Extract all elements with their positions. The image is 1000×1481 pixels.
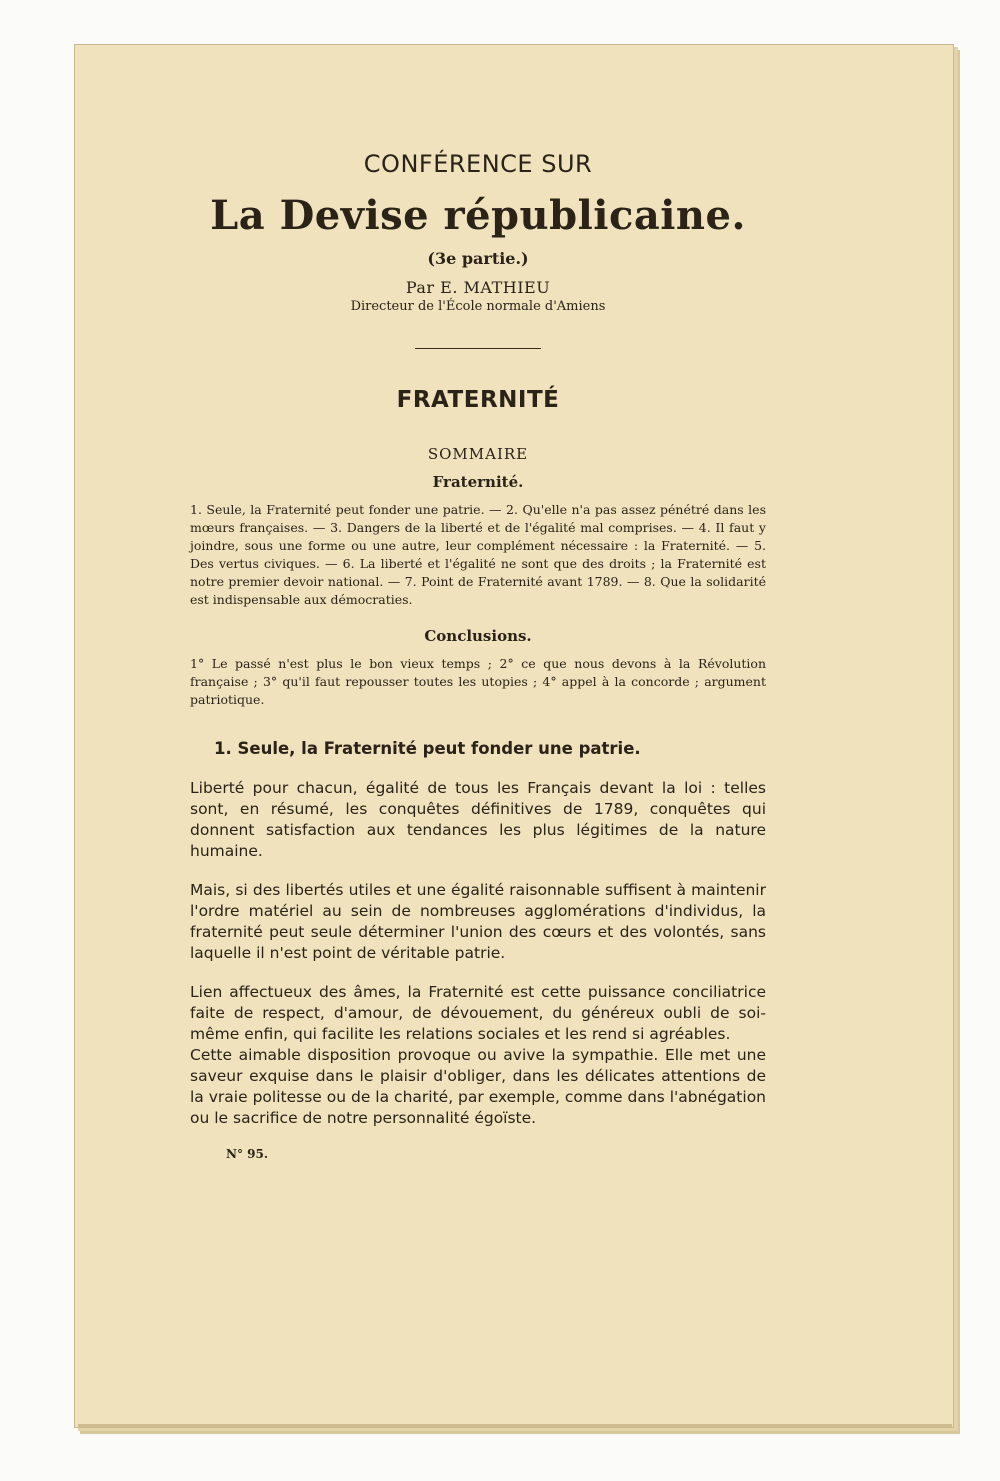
divider [415,348,541,349]
paragraph-2: Mais, si des libertés utiles et une égalité raisonnable suffisent à maintenir l'ordre matériel au sein de nombreuses agglomérations d'individus, la fraternité peut seule déterminer l'union des cœurs et des volontés, sans laquelle il n'est point de véritable patrie. [190,881,766,962]
sommaire-label: SOMMAIRE [427,445,529,463]
section-title: FRATERNITÉ [396,387,560,413]
section-heading: 1. Seule, la Fraternité peut fonder une patrie. [214,739,641,758]
conference-heading: CONFÉRENCE SUR [363,150,593,178]
paragraph-4: Cette aimable disposition provoque ou avive la sympathie. Elle met une saveur exquise dans le plaisir d'obliger, dans les délicates attentions de la vraie politesse ou de la charité, par exemple, comme dans l'abnégation ou le sacrifice de notre personnalité égoïste. [190,1046,766,1127]
paper-edge [78,1424,952,1428]
issue-number: N° 95. [226,1147,269,1161]
sommaire-text: 1. Seule, la Fraternité peut fonder une patrie. — 2. Qu'elle n'a pas assez pénétré dans les mœurs françaises. — 3. Dangers de la liberté et de l'égalité mal comprises. — 4. Il faut y joindre, sous une forme ou une autre, leur complément nécessaire : la Fraternité. — 5. Des vertus civiques. — 6. La liberté et l'égalité ne sont que des droits ; la Fraternité est notre premier devoir national. — 7. Point de Fraternité avant 1789. — 8. Que la solidarité est indispensable aux démocraties. [190,502,766,607]
document-body [190,150,766,1161]
sommaire-heading: Fraternité. [432,473,524,491]
author-role: Directeur de l'École normale d'Amiens [350,299,606,314]
conclusions-heading: Conclusions. [424,627,532,645]
paragraph-1: Liberté pour chacun, égalité de tous les Français devant la loi : telles sont, en résumé, les conquêtes définitives de 1789, conquêtes qui donnent satisfaction aux tendances les plus légitimes de la nature humaine. [190,779,766,860]
part-label: (3e partie.) [427,249,529,268]
author-line: Par E. MATHIEU [405,278,551,297]
conclusions-text: 1° Le passé n'est plus le bon vieux temps ; 2° ce que nous devons à la Révolution française ; 3° qu'il faut repousser toutes les utopies ; 4° appel à la concorde ; argument patriotique. [190,656,766,707]
paragraph-3: Lien affectueux des âmes, la Fraternité est cette puissance conciliatrice faite de respect, d'amour, de dévouement, du généreux oubli de soi-même enfin, qui facilite les relations sociales et les rend si agréables. [190,983,766,1043]
document-title: La Devise républicaine. [210,192,746,239]
